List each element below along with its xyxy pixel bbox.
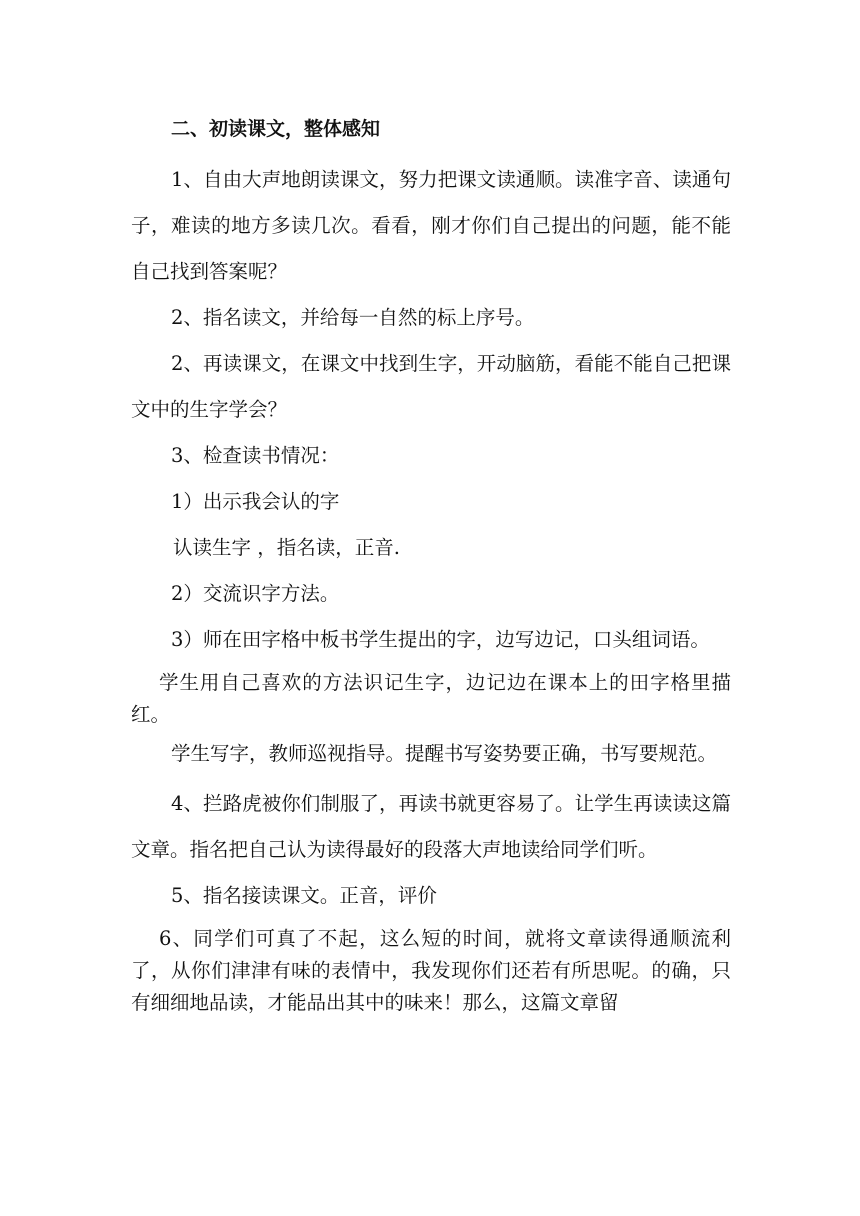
document-body: [131, 112, 731, 1019]
paragraph-5: 1）出示我会认的字: [171, 490, 340, 513]
section-heading: 二、初读课文，整体感知: [171, 118, 381, 140]
paragraph-9: 学生用自己喜欢的方法识记生字，边记边在课本上的田字格里描红。: [131, 671, 731, 726]
paragraph-12: 5、指名接读课文。正音，评价: [171, 884, 437, 907]
paragraph-2: 2、指名读文，并给每一自然的标上序号。: [171, 306, 535, 329]
paragraph-6: 认读生字 ，指名读，正音.: [173, 536, 400, 559]
paragraph-10: 学生写字，教师巡视指导。提醒书写姿势要正确，书写要规范。: [171, 742, 718, 765]
paragraph-1: 1、自由大声地朗读课文，努力把课文读通顺。读准字音、读通句子，难读的地方多读几次。看看，刚才你们自己提出的问题，能不能自己找到答案呢？: [131, 168, 731, 283]
paragraph-7: 2）交流识字方法。: [171, 582, 340, 605]
paragraph-13: 6、同学们可真了不起，这么短的时间，就将文章读得通顺流利了，从你们津津有味的表情中，我发现你们还若有所思呢。的确，只有细细地品读，才能品出其中的味来！那么，这篇文章留: [131, 927, 731, 1014]
paragraph-11: 4、拦路虎被你们制服了，再读书就更容易了。让学生再读读这篇文章。指名把自己认为读得最好的段落大声地读给同学们听。: [131, 792, 731, 861]
paragraph-3: 2、再读课文，在课文中找到生字，开动脑筋，看能不能自己把课文中的生字学会？: [131, 352, 731, 421]
paragraph-4: 3、检查读书情况：: [171, 444, 340, 467]
paragraph-8: 3）师在田字格中板书学生提出的字，边写边记，口头组词语。: [171, 628, 710, 651]
